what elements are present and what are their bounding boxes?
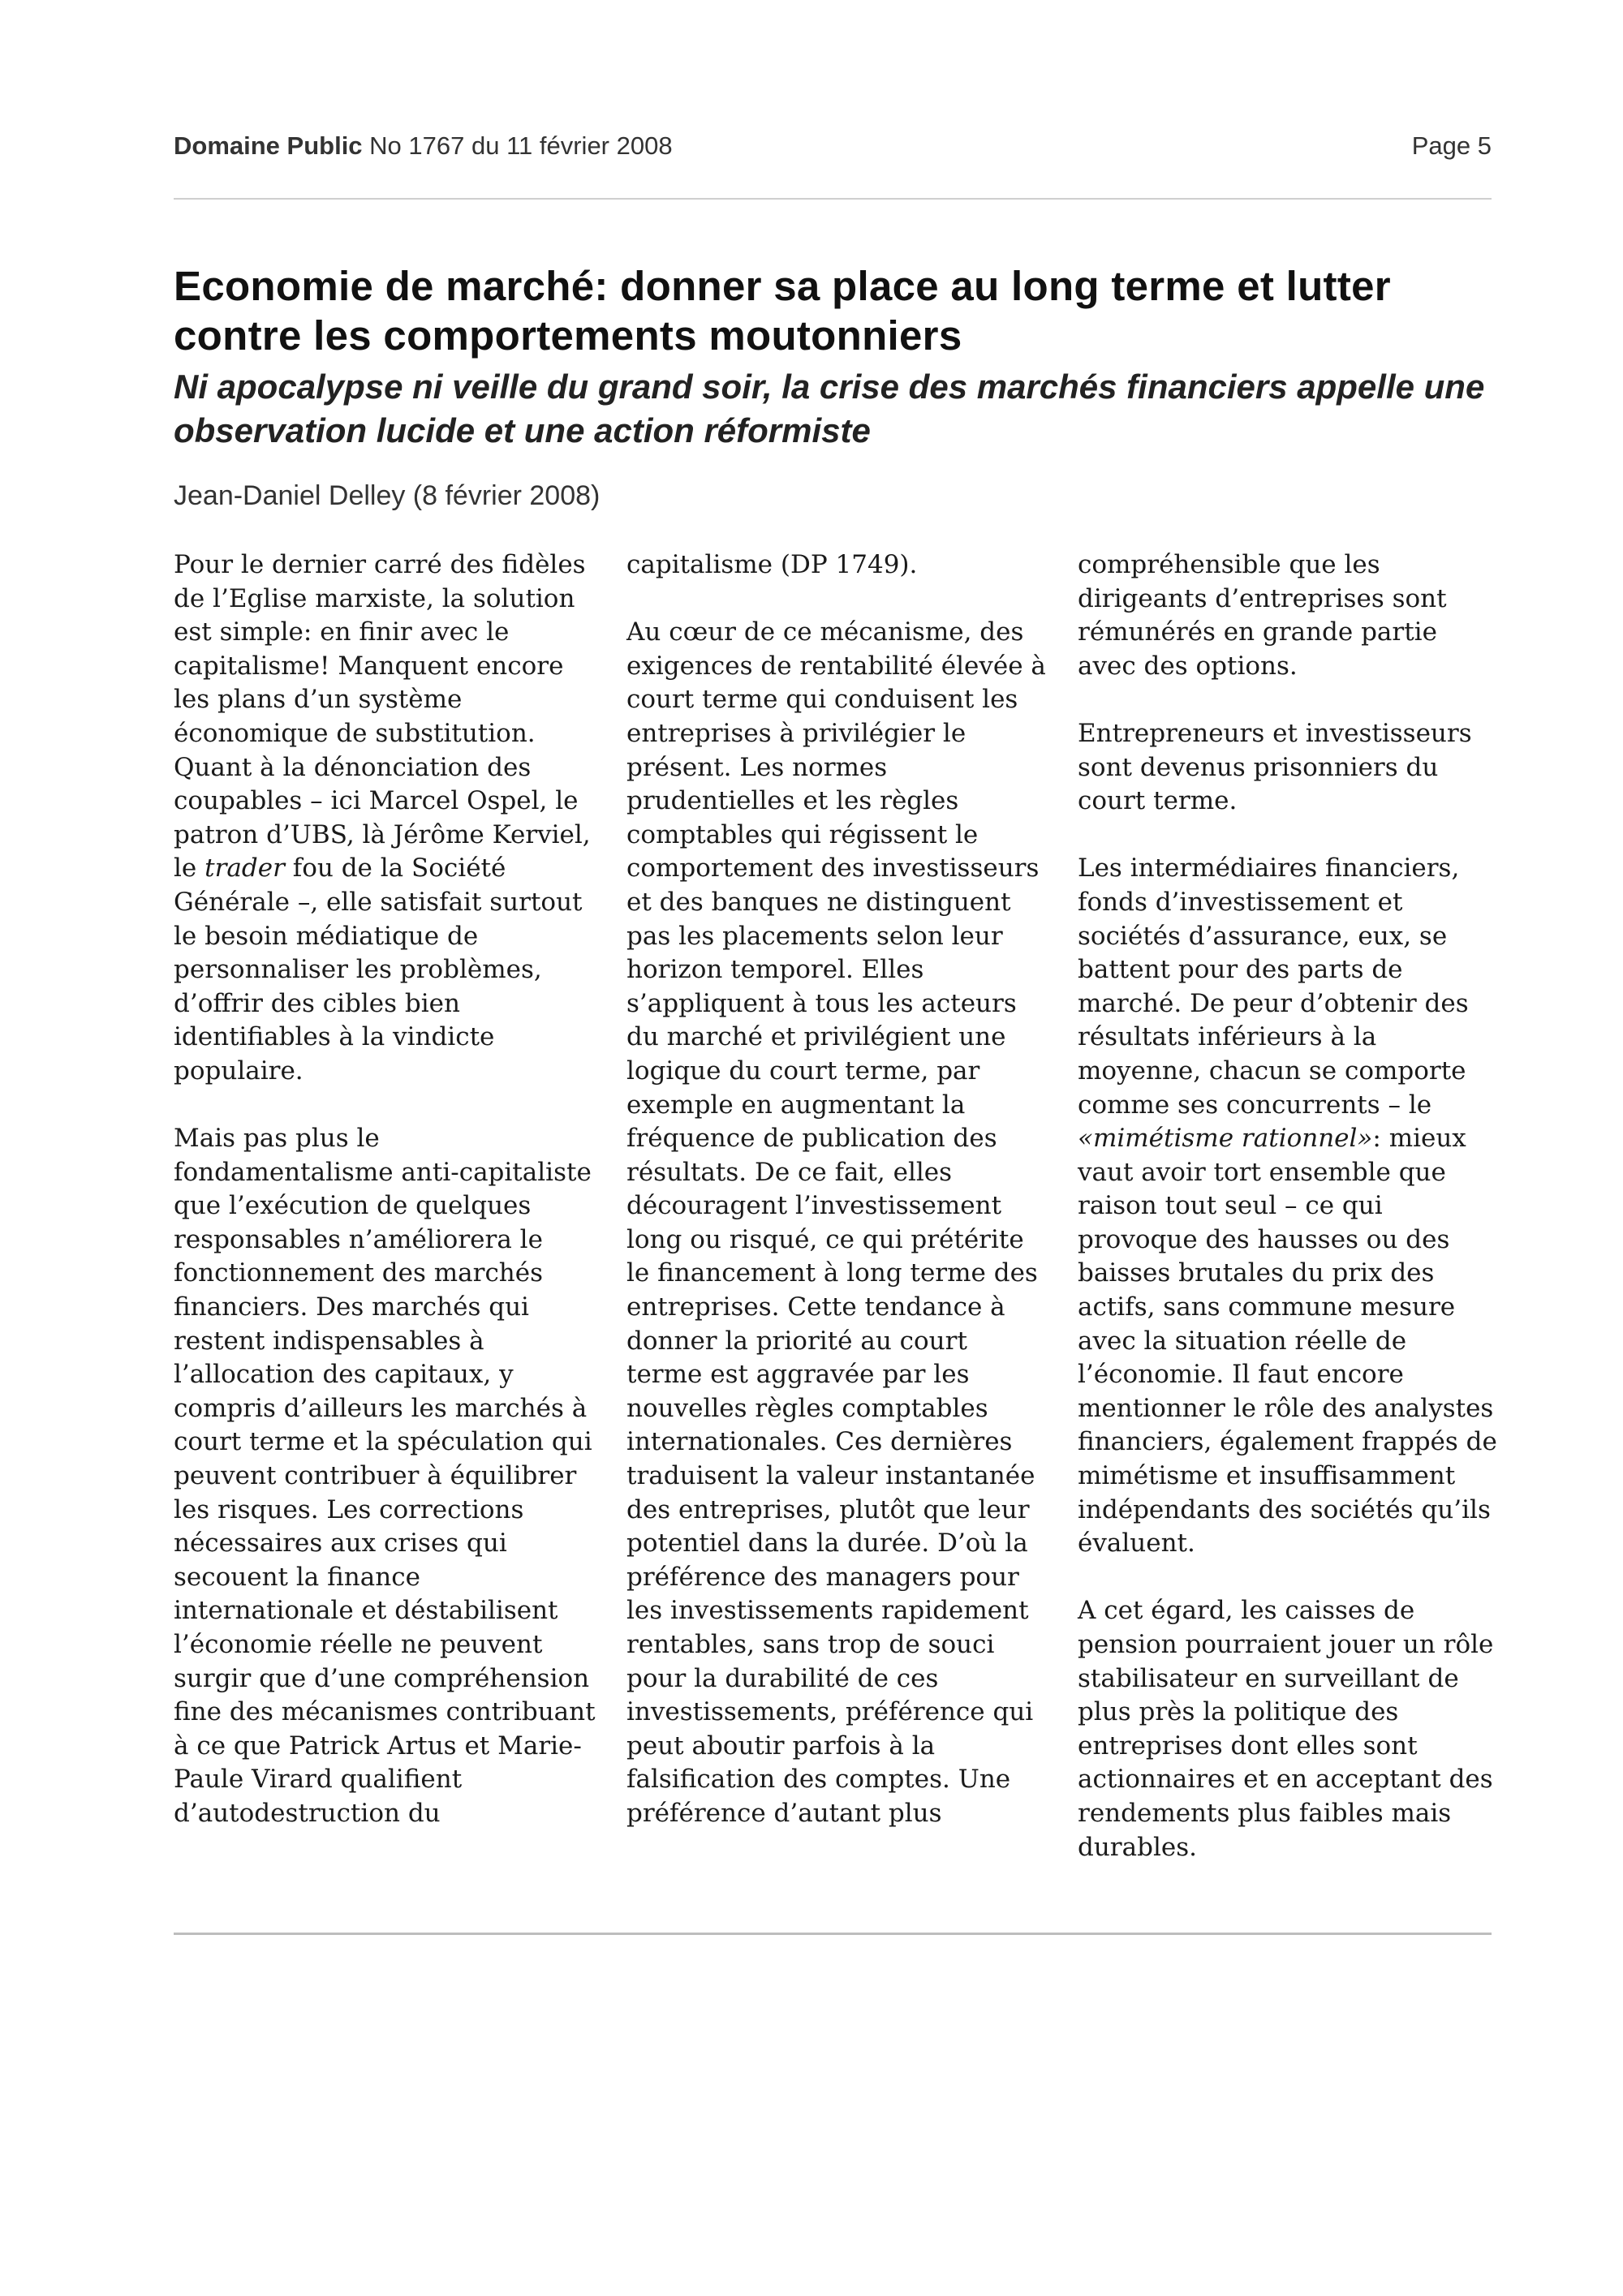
paragraph-2: Mais pas plus le fondamentalisme anti-capitaliste que l’exécution de quelques responsables n’améliorera le fonctionnement des marchés financiers. Des marchés qui restent indispensables à l’allocation des capitaux, y compris d’ailleurs les marchés à court terme et la spéculation qui peuvent contribuer à équilibrer les risques. Les corrections nécessaires aux crises qui secouent la finance internationale et déstabilisent l’économie réelle ne peuvent surgir que d’une compréhension fine des mécanismes contribuant à ce que Patrick Artus et Marie-Paule Virard qualifient d’autodestruction du [174, 1124, 596, 1828]
article-subtitle: Ni apocalypse ni veille du grand soir, la crise des marchés financiers appelle une observation lucide et une action réformiste [174, 368, 1485, 449]
article-byline: Jean-Daniel Delley (8 février 2008) [174, 480, 601, 511]
header-divider [174, 198, 1492, 200]
paragraph-1: Pour le dernier carré des fidèles de l’Eglise marxiste, la solution est simple: en finir avec le capitalisme! Manquent encore les plans d’un système économique de substitution. Quant à la dénonciation des coupables – ici Marcel Ospel, le patron d’UBS, là Jérôme Kerviel, le trader fou de la Société Générale –, elle satisfait surtout le besoin médiatique de personnaliser les problèmes, d’offrir des cibles bien identifiables à la vindicte populaire. [174, 550, 591, 1086]
article-column-1 [174, 548, 596, 1864]
paragraph-3: Au cœur de ce mécanisme, des exigences de rentabilité élevée à court terme qui conduisent les entreprises à privilégier le présent. Les normes prudentielles et les règles comptables qui régissent le comportement des investisseurs et des banques ne distinguent pas les placements selon leur horizon temporel. Elles s’appliquent à tous les acteurs du marché et privilégient une logique du court terme, par exemple en augmentant la fréquence de publication des résultats. De ce fait, elles découragent l’investissement long ou risqué, ce qui prétérite le financement à long terme des entreprises. Cette tendance à donner la priorité au court terme est aggravée par les nouvelles règles comptables internationales. Ces dernières traduisent la valeur instantanée des entreprises, plutôt que leur potentiel dans la durée. D’où la préférence des managers pour les investissements rapidement rentables, sans trop de souci pour la durabilité de ces investissements, préférence qui peut aboutir parfois à la falsification des comptes. Une préférence d’autant plus [626, 617, 1046, 1828]
paragraph-4: Entrepreneurs et investisseurs sont devenus prisonniers du court terme. [1078, 718, 1472, 816]
publication-name: Domaine Public [174, 131, 363, 160]
emphasis-trader: trader [204, 853, 285, 884]
paragraph-2-continued: capitalisme (DP 1749). [626, 550, 918, 579]
article-title: Economie de marché: donner sa place au long terme et lutter contre les comportements moutonniers [174, 263, 1391, 359]
footer-divider [174, 1933, 1492, 1935]
paragraph-5: Les intermédiaires financiers, fonds d’investissement et sociétés d’assurance, eux, se battent pour des parts de marché. De peur d’obtenir des résultats inférieurs à la moyenne, chacun se comporte comme ses concurrents – le «mimétisme rationnel»: mieux vaut avoir tort ensemble que raison tout seul – ce qui provoque des hausses ou des baisses brutales du prix des actifs, sans commune mesure avec la situation réelle de l’économie. Il faut encore mentionner le rôle des analystes financiers, également frappés de mimétisme et insuffisamment indépendants des sociétés qu’ils évaluent. [1078, 853, 1497, 1559]
issue-info: No 1767 du 11 février 2008 [369, 131, 673, 160]
emphasis-mimetisme: «mimétisme rationnel» [1078, 1124, 1373, 1154]
article-column-2 [626, 548, 1048, 1864]
page-number: Page 5 [1411, 131, 1492, 160]
paragraph-6: A cet égard, les caisses de pension pourraient jouer un rôle stabilisateur en surveillant de plus près la politique des entreprises dont elles sont actionnaires et en acceptant des rendements plus faibles mais durables. [1078, 1596, 1494, 1862]
page-header [174, 131, 1492, 169]
article-column-3 [1078, 548, 1500, 1898]
paragraph-3-continued: compréhensible que les dirigeants d’entreprises sont rémunérés en grande partie avec des options. [1078, 550, 1447, 681]
